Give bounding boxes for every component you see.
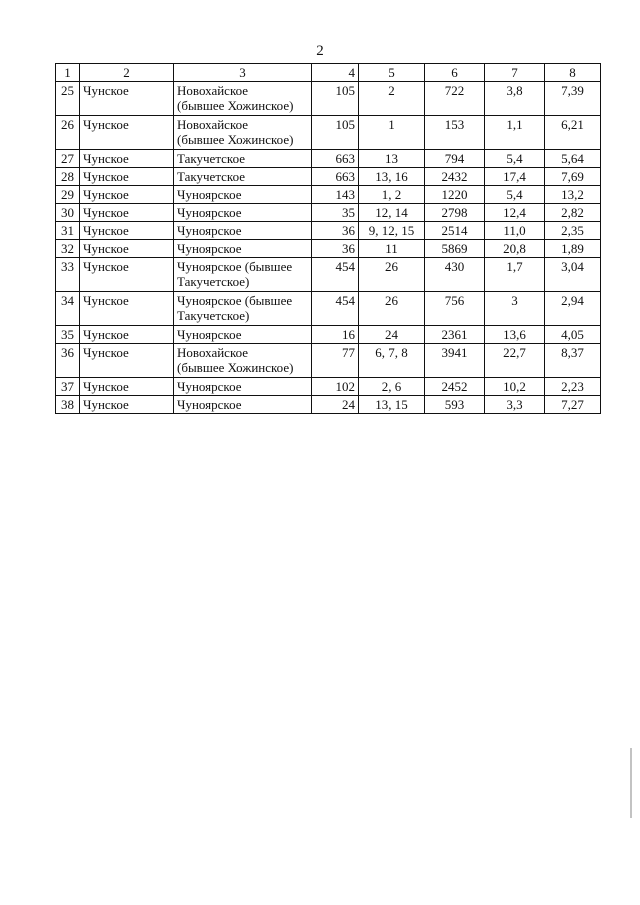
section-cell: 24 [359,326,425,344]
forestry-line-1: Такучетское [177,169,246,184]
district-cell: Чунское [80,82,174,116]
forestry-line-1: Новохайское [177,117,249,132]
table-row [56,204,601,222]
forestry-cell [174,292,312,326]
section-cell: 1 [359,116,425,150]
ratio-cell: 7,39 [545,82,601,116]
district-cell: Чунское [80,116,174,150]
row-number-cell: 30 [56,204,80,222]
quarter-cell: 105 [312,116,359,150]
ratio-cell: 13,2 [545,186,601,204]
forestry-cell [174,204,312,222]
area-cell: 430 [425,258,485,292]
ratio-cell: 3,04 [545,258,601,292]
ratio-cell: 2,94 [545,292,601,326]
value-cell: 1,1 [485,116,545,150]
table-row [56,240,601,258]
quarter-cell: 105 [312,82,359,116]
area-cell: 3941 [425,344,485,378]
ratio-cell: 5,64 [545,150,601,168]
quarter-cell: 454 [312,258,359,292]
row-number-cell: 34 [56,292,80,326]
quarter-cell: 36 [312,240,359,258]
forestry-line-2: (бывшее Хожинское) [177,360,294,375]
table-row [56,344,601,378]
forestry-line-2: Такучетское) [177,274,250,289]
ratio-cell: 4,05 [545,326,601,344]
district-cell: Чунское [80,378,174,396]
table-header-row [56,64,601,82]
row-number-cell: 37 [56,378,80,396]
forestry-line-1: Чуноярское [177,241,242,256]
section-cell: 9, 12, 15 [359,222,425,240]
header-cell-4: 4 [312,64,359,82]
quarter-cell: 454 [312,292,359,326]
table-row [56,116,601,150]
area-cell: 2798 [425,204,485,222]
header-cell-5: 5 [359,64,425,82]
area-cell: 1220 [425,186,485,204]
forestry-cell [174,396,312,414]
row-number-cell: 33 [56,258,80,292]
quarter-cell: 663 [312,168,359,186]
section-cell: 1, 2 [359,186,425,204]
row-number-cell: 36 [56,344,80,378]
header-cell-3: 3 [174,64,312,82]
district-cell: Чунское [80,186,174,204]
forestry-cell [174,326,312,344]
section-cell: 12, 14 [359,204,425,222]
forestry-cell [174,378,312,396]
area-cell: 2514 [425,222,485,240]
row-number-cell: 25 [56,82,80,116]
district-cell: Чунское [80,168,174,186]
forestry-line-1: Такучетское [177,151,246,166]
header-cell-2: 2 [80,64,174,82]
district-cell: Чунское [80,222,174,240]
table-row [56,326,601,344]
ratio-cell: 7,69 [545,168,601,186]
quarter-cell: 35 [312,204,359,222]
forestry-line-1: Чуноярское [177,205,242,220]
ratio-cell: 7,27 [545,396,601,414]
table-row [56,222,601,240]
forestry-cell [174,150,312,168]
section-cell: 26 [359,292,425,326]
value-cell: 3,3 [485,396,545,414]
row-number-cell: 31 [56,222,80,240]
row-number-cell: 27 [56,150,80,168]
table-row [56,292,601,326]
table-row [56,82,601,116]
table-row [56,396,601,414]
forestry-cell [174,116,312,150]
scan-edge-mark [630,748,632,818]
quarter-cell: 36 [312,222,359,240]
area-cell: 593 [425,396,485,414]
quarter-cell: 143 [312,186,359,204]
value-cell: 1,7 [485,258,545,292]
section-cell: 26 [359,258,425,292]
forestry-line-1: Чуноярское (бывшее [177,259,293,274]
section-cell: 11 [359,240,425,258]
page-number: 2 [316,43,324,59]
district-cell: Чунское [80,326,174,344]
forestry-line-2: Такучетское) [177,308,250,323]
forestry-cell [174,344,312,378]
district-cell: Чунское [80,204,174,222]
district-cell: Чунское [80,344,174,378]
header-cell-1: 1 [56,64,80,82]
value-cell: 5,4 [485,186,545,204]
forestry-cell [174,82,312,116]
value-cell: 3 [485,292,545,326]
header-cell-8: 8 [545,64,601,82]
area-cell: 722 [425,82,485,116]
area-cell: 153 [425,116,485,150]
forestry-cell [174,258,312,292]
forestry-line-1: Чуноярское [177,187,242,202]
header-cell-6: 6 [425,64,485,82]
area-cell: 756 [425,292,485,326]
row-number-cell: 38 [56,396,80,414]
forestry-line-1: Новохайское [177,83,249,98]
value-cell: 17,4 [485,168,545,186]
district-cell: Чунское [80,292,174,326]
forestry-line-1: Новохайское [177,345,249,360]
district-cell: Чунское [80,258,174,292]
table-row [56,150,601,168]
section-cell: 6, 7, 8 [359,344,425,378]
section-cell: 13 [359,150,425,168]
area-cell: 2432 [425,168,485,186]
forestry-cell [174,168,312,186]
ratio-cell: 2,23 [545,378,601,396]
forestry-line-2: (бывшее Хожинское) [177,132,294,147]
row-number-cell: 29 [56,186,80,204]
ratio-cell: 2,82 [545,204,601,222]
value-cell: 12,4 [485,204,545,222]
value-cell: 20,8 [485,240,545,258]
forestry-line-1: Чуноярское [177,223,242,238]
area-cell: 2361 [425,326,485,344]
value-cell: 5,4 [485,150,545,168]
data-table [55,63,601,414]
ratio-cell: 8,37 [545,344,601,378]
table-row [56,186,601,204]
row-number-cell: 35 [56,326,80,344]
quarter-cell: 77 [312,344,359,378]
forestry-line-2: (бывшее Хожинское) [177,98,294,113]
section-cell: 13, 15 [359,396,425,414]
forestry-cell [174,222,312,240]
forestry-line-1: Чуноярское [177,397,242,412]
table-row [56,378,601,396]
district-cell: Чунское [80,396,174,414]
row-number-cell: 26 [56,116,80,150]
area-cell: 5869 [425,240,485,258]
forestry-line-1: Чуноярское [177,327,242,342]
section-cell: 2, 6 [359,378,425,396]
section-cell: 2 [359,82,425,116]
ratio-cell: 6,21 [545,116,601,150]
forestry-line-1: Чуноярское [177,379,242,394]
header-cell-7: 7 [485,64,545,82]
forestry-cell [174,186,312,204]
area-cell: 2452 [425,378,485,396]
value-cell: 10,2 [485,378,545,396]
section-cell: 13, 16 [359,168,425,186]
value-cell: 22,7 [485,344,545,378]
row-number-cell: 28 [56,168,80,186]
district-cell: Чунское [80,240,174,258]
quarter-cell: 102 [312,378,359,396]
forestry-line-1: Чуноярское (бывшее [177,293,293,308]
quarter-cell: 24 [312,396,359,414]
value-cell: 3,8 [485,82,545,116]
value-cell: 11,0 [485,222,545,240]
ratio-cell: 1,89 [545,240,601,258]
row-number-cell: 32 [56,240,80,258]
area-cell: 794 [425,150,485,168]
district-cell: Чунское [80,150,174,168]
ratio-cell: 2,35 [545,222,601,240]
table-row [56,168,601,186]
quarter-cell: 663 [312,150,359,168]
table-row [56,258,601,292]
forestry-cell [174,240,312,258]
quarter-cell: 16 [312,326,359,344]
value-cell: 13,6 [485,326,545,344]
